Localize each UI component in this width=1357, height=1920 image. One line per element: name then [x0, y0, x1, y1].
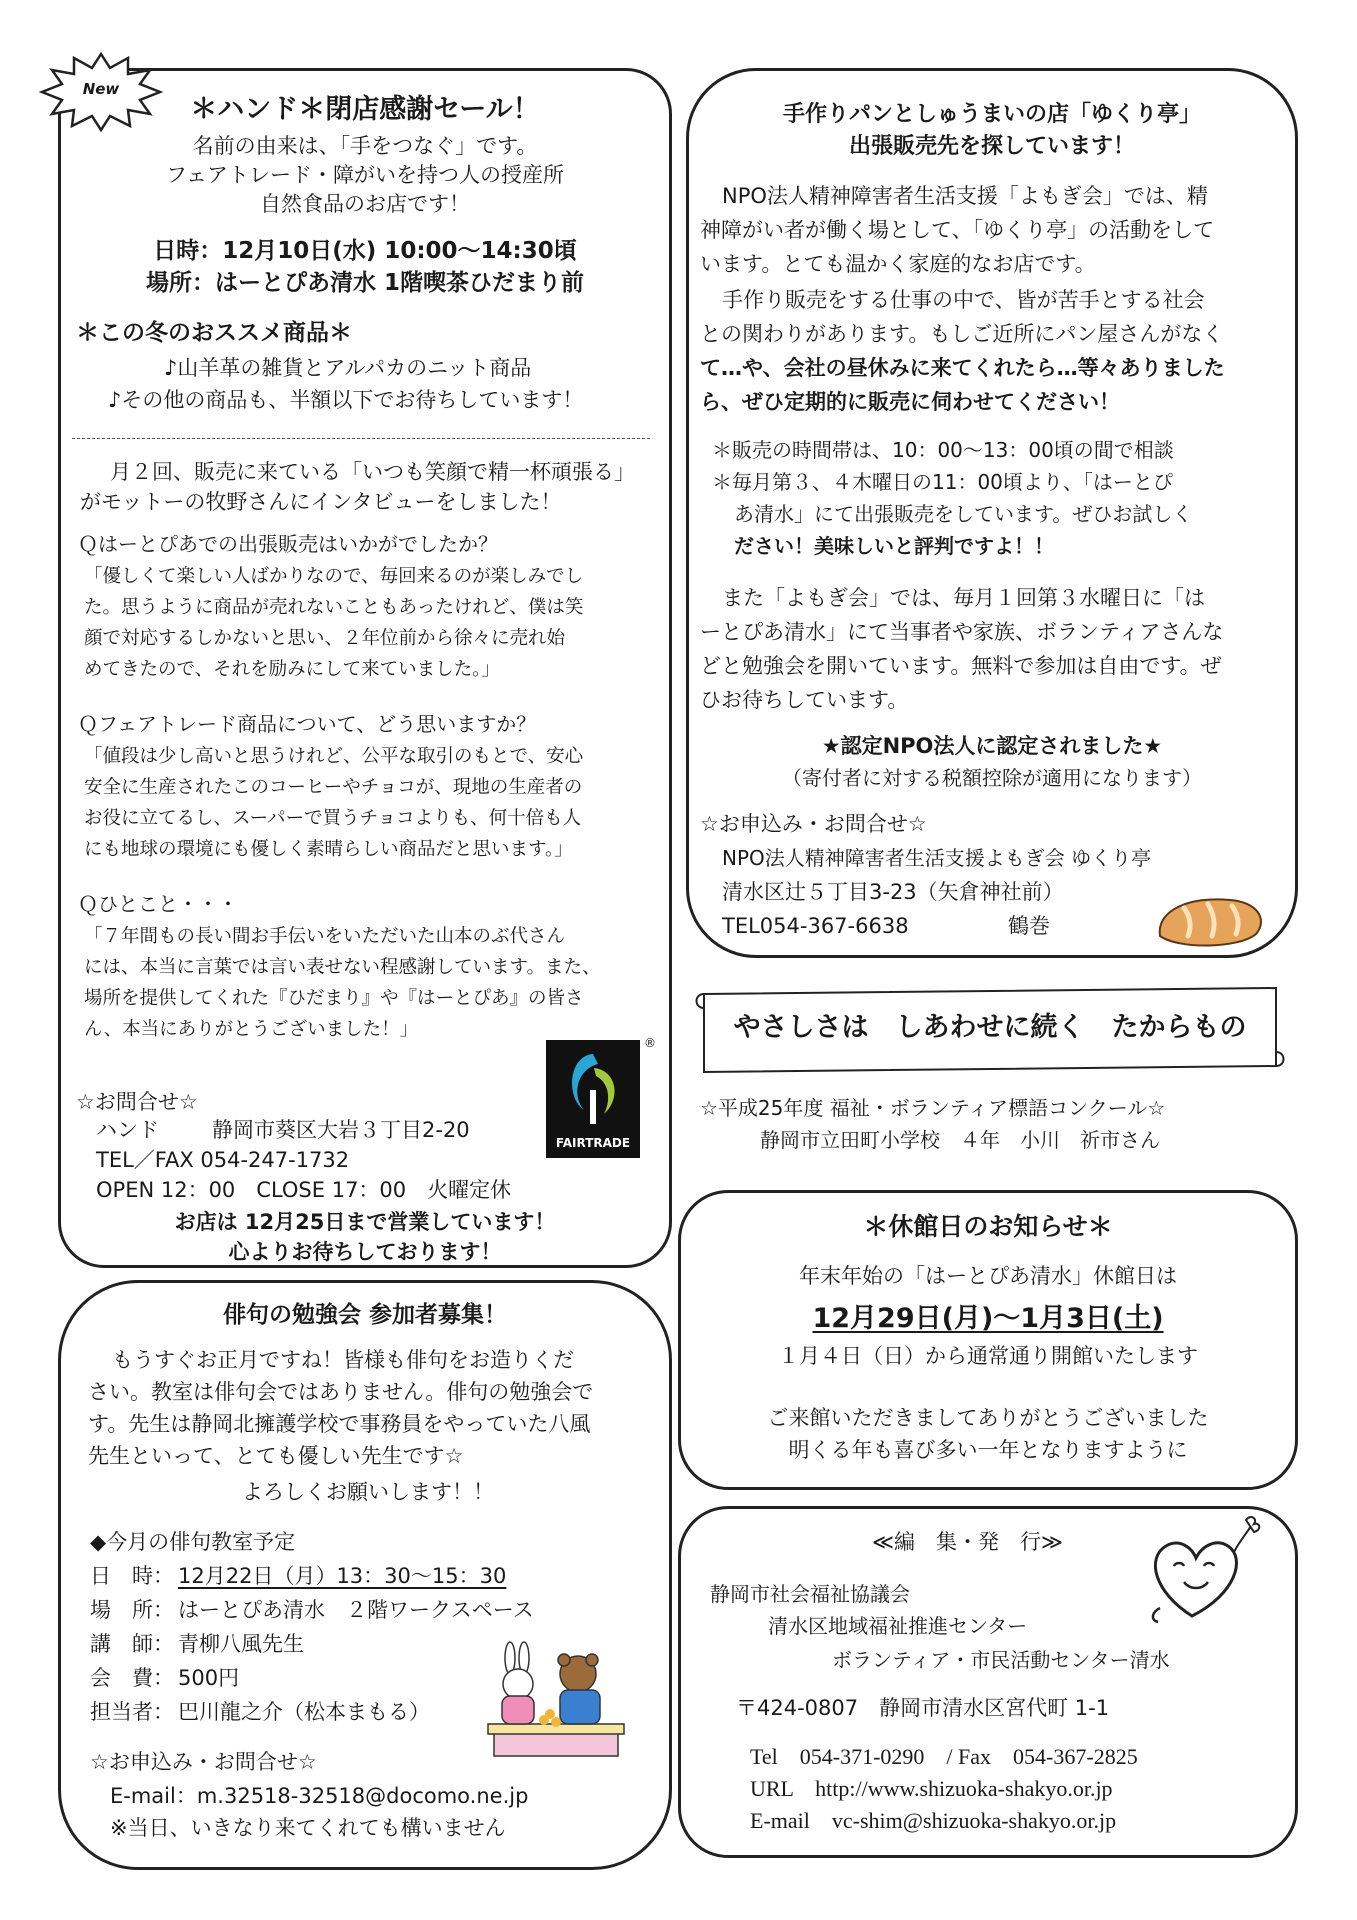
yukuritei-study-1: また「よもぎ会」では、毎月１回第３水曜日に「は: [722, 586, 1205, 610]
hand-contact-title: ☆お問合せ☆: [76, 1090, 198, 1114]
haiku-row-person-value: 巴川龍之介（松本まもる）: [178, 1700, 430, 1724]
hand-place: 場所：はーとぴあ清水 1階喫茶ひだまり前: [145, 270, 584, 296]
yukuritei-title-1: 手作りパンとしゅうまいの店「ゆくり亭」: [782, 102, 1201, 127]
fairtrade-label: FAIRTRADE: [555, 1136, 631, 1150]
yukuritei-title-2: 出張販売先を探しています！: [848, 134, 1135, 159]
answer-2-line-2: 安全に生産されたこのコーヒーやチョコが、現地の生産者の: [84, 777, 583, 798]
publisher-postal: 〒424-0807 静岡市清水区宮代町 1-1: [736, 1696, 1110, 1720]
haiku-row-place-label: 場 所：: [90, 1598, 174, 1622]
hand-contact-name: ハンド: [96, 1118, 159, 1142]
holiday-line-4: 明くる年も喜び多い一年となりますように: [788, 1438, 1188, 1462]
hand-closing-2: 心よりお待ちしております！: [228, 1240, 502, 1264]
holiday-title: ＊休館日のお知らせ＊: [863, 1212, 1113, 1241]
recommend-item-2: ♪その他の商品も、半額以下でお待ちしています！: [108, 388, 584, 412]
fairtrade-symbol-icon: [546, 1040, 640, 1136]
haiku-row-teacher-label: 講 師：: [90, 1632, 174, 1656]
haiku-row-place-value: はーとぴあ清水 ２階ワークスペース: [178, 1598, 534, 1622]
haiku-row-teacher-value: 青柳八風先生: [178, 1632, 304, 1656]
haiku-body-2: さい。教室は俳句会ではありません。俳句の勉強会で: [88, 1380, 594, 1404]
haiku-row-date-label: 日 時：: [90, 1564, 174, 1588]
yukuritei-study-2: ーとぴあ清水」にて当事者や家族、ボランティアさんな: [700, 620, 1224, 644]
slogan-caption-2: 静岡市立田町小学校 ４年 小川 祈市さん: [760, 1128, 1160, 1152]
answer-3-line-3: 場所を提供してくれた『ひだまり』や『はーとぴあ』の皆さ: [84, 988, 584, 1009]
haiku-row-fee-label: 会 費：: [90, 1666, 174, 1690]
yukuritei-note-1: ＊販売の時間帯は、10：00〜13：00頃の間で相談: [712, 438, 1174, 462]
yukuritei-body-7: ら、ぜひ定期的に販売に伺わせてください！: [700, 390, 1120, 414]
yukuritei-note-3: あ清水」にて出張販売をしています。ぜひお試しく: [734, 502, 1193, 526]
publisher-tel: Tel 054-371-0290 / Fax 054-367-2825: [750, 1744, 1138, 1769]
bread-icon: [1150, 890, 1270, 952]
answer-2-line-1: 「値段は少し高いと思うけれど、公平な取引のもとで、安心: [84, 746, 584, 767]
yukuritei-contact-tel: TEL054-367-6638: [722, 914, 909, 938]
haiku-body-4: 先生といって、とても優しい先生です☆: [88, 1444, 464, 1468]
answer-3-line-1: 「７年間もの長い間お手伝いをいただいた山本のぶ代さん: [84, 926, 566, 947]
yukuritei-body-1: NPO法人精神障害者生活支援「よもぎ会」では、精: [722, 184, 1208, 208]
slogan-caption-1: ☆平成25年度 福祉・ボランティア標語コンクール☆: [700, 1096, 1166, 1120]
publisher-org-1: 静岡市社会福祉協議会: [710, 1582, 910, 1606]
yukuritei-body-2: 神障がい者が働く場として、「ゆくり亭」の活動をして: [700, 218, 1215, 242]
haiku-note: ※当日、いきなり来てくれても構いません: [110, 1816, 506, 1840]
haiku-row-date-value: 12月22日（月）13：30〜15：30: [178, 1564, 507, 1588]
yukuritei-body-6: て…や、会社の昼休みに来てくれたら…等々ありました: [700, 356, 1225, 380]
yukuritei-study-3: どと勉強会を開いています。無料で参加は自由です。ぜ: [700, 654, 1222, 678]
haiku-row-person-label: 担当者：: [90, 1700, 174, 1724]
npo-certified-title: ★認定NPO法人に認定されました★: [821, 734, 1163, 758]
recommend-title: ＊この冬のおススメ商品＊: [76, 320, 352, 346]
heart-mascot-icon: [1140, 1512, 1270, 1632]
haiku-greeting: よろしくお願いします！！: [242, 1480, 494, 1504]
answer-3-line-4: ん、本当にありがとうございました！」: [84, 1019, 419, 1040]
yukuritei-note-2: ＊毎月第３、４木曜日の11：00頃より、「はーとぴ: [712, 470, 1173, 494]
section-divider: [72, 438, 650, 439]
haiku-contact-title: ☆お申込み・お問合せ☆: [90, 1750, 317, 1774]
question-3: Ｑひとこと・・・: [78, 892, 238, 916]
haiku-schedule-title: ◆今月の俳句教室予定: [90, 1530, 296, 1554]
publisher-title: ≪編 集・発 行≫: [872, 1530, 1063, 1554]
question-1: Ｑはーとぴあでの出張販売はいかがでしたか？: [78, 532, 498, 556]
haiku-title: 俳句の勉強会 参加者募集！: [222, 1302, 507, 1328]
yukuritei-contact-title: ☆お申込み・お問合せ☆: [700, 812, 927, 836]
hand-closing-1: お店は 12月25日まで営業しています！: [174, 1210, 556, 1234]
hand-contact-tel: TEL／FAX 054-247-1732: [96, 1148, 350, 1172]
publisher-org-2: 清水区地域福祉推進センター: [768, 1614, 1028, 1638]
holiday-dates-wrap: [678, 1296, 1298, 1335]
answer-2-line-3: お役に立てるし、スーパーで買うチョコよりも、何十倍も人: [84, 808, 582, 829]
new-badge: New: [82, 80, 120, 98]
yukuritei-contact-person: 鶴巻: [1008, 914, 1050, 938]
interview-intro-2: がモットーの牧野さんにインタビューをしました！: [80, 490, 562, 514]
yukuritei-contact-address: 清水区辻５丁目3-23（矢倉神社前）: [722, 880, 1064, 904]
yukuritei-body-3: います。とても温かく家庭的なお店です。: [700, 252, 1096, 276]
npo-certified-sub: （寄付者に対する税額控除が適用になります）: [782, 766, 1202, 790]
holiday-line-3: ご来館いただきましてありがとうございました: [767, 1406, 1209, 1430]
publisher-email: E-mail vc-shim@shizuoka-shakyo.or.jp: [750, 1808, 1117, 1833]
yukuritei-body-5: との関わりがあります。もしご近所にパン屋さんがなく: [700, 322, 1224, 346]
answer-1-line-2: た。思うように商品が売れないこともあったけれど、僕は笑: [84, 597, 584, 618]
holiday-line-2: １月４日（日）から通常通り開館いたします: [778, 1344, 1198, 1368]
yukuritei-contact-org: NPO法人精神障害者生活支援よもぎ会 ゆくり亭: [722, 846, 1152, 870]
haiku-email: E-mail：m.32518-32518@docomo.ne.jp: [110, 1784, 529, 1808]
answer-3-line-2: には、本当に言葉では言い表せない程感謝しています。また、: [84, 957, 601, 978]
haiku-body-3: す。先生は静岡北擁護学校で事務員をやっていた八風: [88, 1412, 591, 1436]
rabbit-bear-illustration: [480, 1640, 630, 1760]
yukuritei-body-4: 手作り販売をする仕事の中で、皆が苦手とする社会: [722, 288, 1205, 312]
haiku-body-1: もうすぐお正月ですね！皆様も俳句をお造りくだ: [112, 1348, 574, 1372]
hand-intro-3: 自然食品のお店です！: [260, 192, 470, 216]
yukuritei-note-4: ださい！美味しいと評判ですよ！！: [734, 534, 1054, 558]
slogan-text: やさしさは しあわせに続く たからもの: [733, 1012, 1247, 1043]
question-2: Ｑフェアトレード商品について、どう思いますか？: [78, 712, 537, 736]
yukuritei-study-4: ひお待ちしています。: [700, 688, 909, 712]
hand-contact-hours: OPEN 12：00 CLOSE 17：00 火曜定休: [96, 1178, 512, 1202]
fairtrade-logo: [546, 1040, 640, 1158]
holiday-dates: 12月29日(月)〜1月3日(土): [812, 1303, 1164, 1334]
publisher-org-3: ボランティア・市民活動センター清水: [832, 1648, 1170, 1672]
fairtrade-registered-mark: ®: [644, 1036, 656, 1050]
hand-title: ＊ハンド＊閉店感謝セール！: [190, 94, 540, 125]
answer-1-line-1: 「優しくて楽しい人ばかりなので、毎回来るのが楽しみでし: [84, 566, 584, 587]
hand-intro-1: 名前の由来は、「手をつなぐ」です。: [192, 134, 538, 158]
hand-intro-2: フェアトレード・障がいを持つ人の授産所: [166, 163, 564, 187]
answer-1-line-3: 顔で対応するしかないと思い、２年位前から徐々に売れ始: [84, 628, 566, 649]
holiday-line-1: 年末年始の「はーとぴあ清水」休館日は: [799, 1264, 1177, 1288]
answer-2-line-4: にも地球の環境にも優しく素晴らしい商品だと思います。」: [84, 839, 573, 860]
haiku-row-fee-value: 500円: [178, 1666, 240, 1690]
recommend-item-1: ♪山羊革の雑貨とアルパカのニット商品: [164, 356, 532, 380]
publisher-url: URL http://www.shizuoka-shakyo.or.jp: [750, 1776, 1113, 1801]
answer-1-line-4: めてきたので、それを励みにして来ていました。」: [84, 659, 500, 680]
interview-intro-1: 月２回、販売に来ている「いつも笑顔で精一杯頑張る」: [110, 460, 635, 484]
hand-date: 日時：12月10日(水) 10:00〜14:30頃: [153, 238, 577, 264]
hand-contact-address: 静岡市葵区大岩３丁目2-20: [212, 1118, 470, 1142]
